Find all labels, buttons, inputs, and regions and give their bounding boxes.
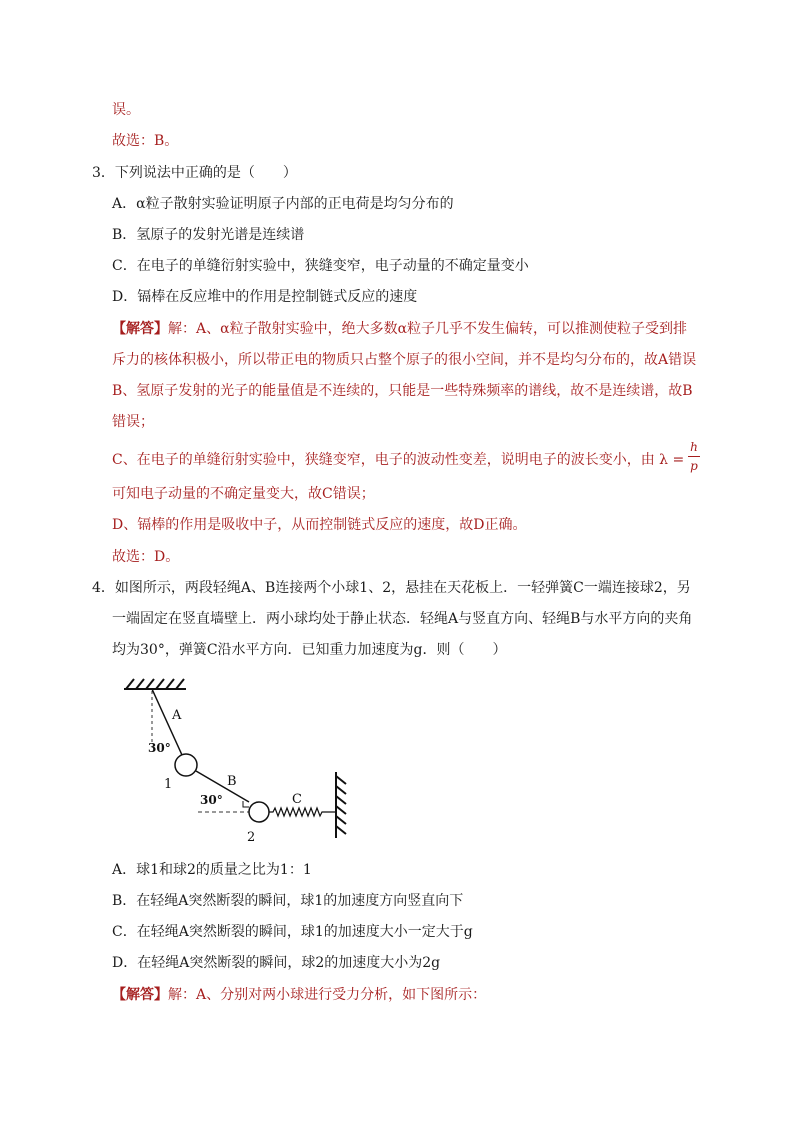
fraction <box>688 440 700 476</box>
wall <box>336 772 346 838</box>
q3-answer-line-3: B、氢原子发射的光子的能量值是不连续的，只能是一些特殊频率的谱线，故不是连续谱，故B <box>112 383 693 399</box>
q3-stem: 3．下列说法中正确的是（ ） <box>92 165 297 181</box>
pendulum-figure <box>110 672 360 852</box>
q4-option-b: B．在轻绳A突然断裂的瞬间，球1的加速度方向竖直向下 <box>112 893 464 909</box>
q3-answer-line-5: C、在电子的单缝衍射实验中，狭缝变窄，电子的波动性变差，说明电子的波长变小，由 λ = <box>112 452 685 468</box>
q3-answer-line-7: D、镉棒的作用是吸收中子，从而控制链式反应的速度，故D正确。 <box>112 517 527 533</box>
label-ball-2: 2 <box>247 830 256 845</box>
answer-tag-2: 【解答】 <box>112 987 168 1003</box>
q3-option-c: C．在电子的单缝衍射实验中，狭缝变窄，电子动量的不确定量变小 <box>112 258 529 274</box>
label-rope-a: A <box>172 708 182 723</box>
label-spring-c: C <box>292 792 302 807</box>
line-0: 误。 <box>112 102 140 118</box>
fraction-denominator: p <box>690 459 698 473</box>
answer-text-2: 解：A、分别对两小球进行受力分析，如下图所示： <box>168 987 487 1003</box>
line-1: 故选：B。 <box>112 133 179 149</box>
fraction-numerator: h <box>690 440 698 454</box>
q4-stem-3: 均为30°，弹簧C沿水平方向．已知重力加速度为g．则（ ） <box>112 642 507 658</box>
q3-answer-line-1 <box>112 319 687 339</box>
ball-1 <box>175 754 197 776</box>
q3-answer-line-2: 斥力的核体积极小，所以带正电的物质只占整个原子的很小空间，并不是均匀分布的，故A错误 <box>112 352 697 368</box>
q3-option-a: A．α粒子散射实验证明原子内部的正电荷是均匀分布的 <box>112 196 454 212</box>
answer-text: 解：A、α粒子散射实验中，绝大多数α粒子几乎不发生偏转，可以推测使粒子受到排 <box>168 321 688 337</box>
q4-option-c: C．在轻绳A突然断裂的瞬间，球1的加速度大小一定大于g <box>112 924 473 940</box>
ball-2 <box>249 802 269 822</box>
q3-answer-line-4: 错误； <box>112 414 154 430</box>
label-rope-b: B <box>227 774 237 789</box>
q4-answer-line-1 <box>112 985 486 1005</box>
q4-option-d: D．在轻绳A突然断裂的瞬间，球2的加速度大小为2g <box>112 955 441 971</box>
angle-label-1: 30° <box>148 741 171 755</box>
q4-option-a: A．球1和球2的质量之比为1：1 <box>112 862 312 878</box>
spring-c <box>269 808 336 816</box>
q4-stem-2: 一端固定在竖直墙壁上．两小球均处于静止状态．轻绳A与竖直方向、轻绳B与水平方向的夹角 <box>112 611 693 627</box>
q3-answer-line-8: 故选：D。 <box>112 549 180 565</box>
q3-option-d: D．镉棒在反应堆中的作用是控制链式反应的速度 <box>112 289 418 305</box>
q3-option-b: B．氢原子的发射光谱是连续谱 <box>112 227 305 243</box>
answer-tag: 【解答】 <box>112 321 168 337</box>
ceiling <box>124 679 186 689</box>
fraction-bar <box>688 456 700 457</box>
label-ball-1: 1 <box>164 777 173 792</box>
q4-stem-1: 4．如图所示，两段轻绳A、B连接两个小球1、2，悬挂在天花板上．一轻弹簧C一端连接球2，另 <box>92 580 691 596</box>
angle-label-2: 30° <box>200 793 223 807</box>
q3-answer-line-6: 可知电子动量的不确定量变大，故C错误； <box>112 486 375 502</box>
